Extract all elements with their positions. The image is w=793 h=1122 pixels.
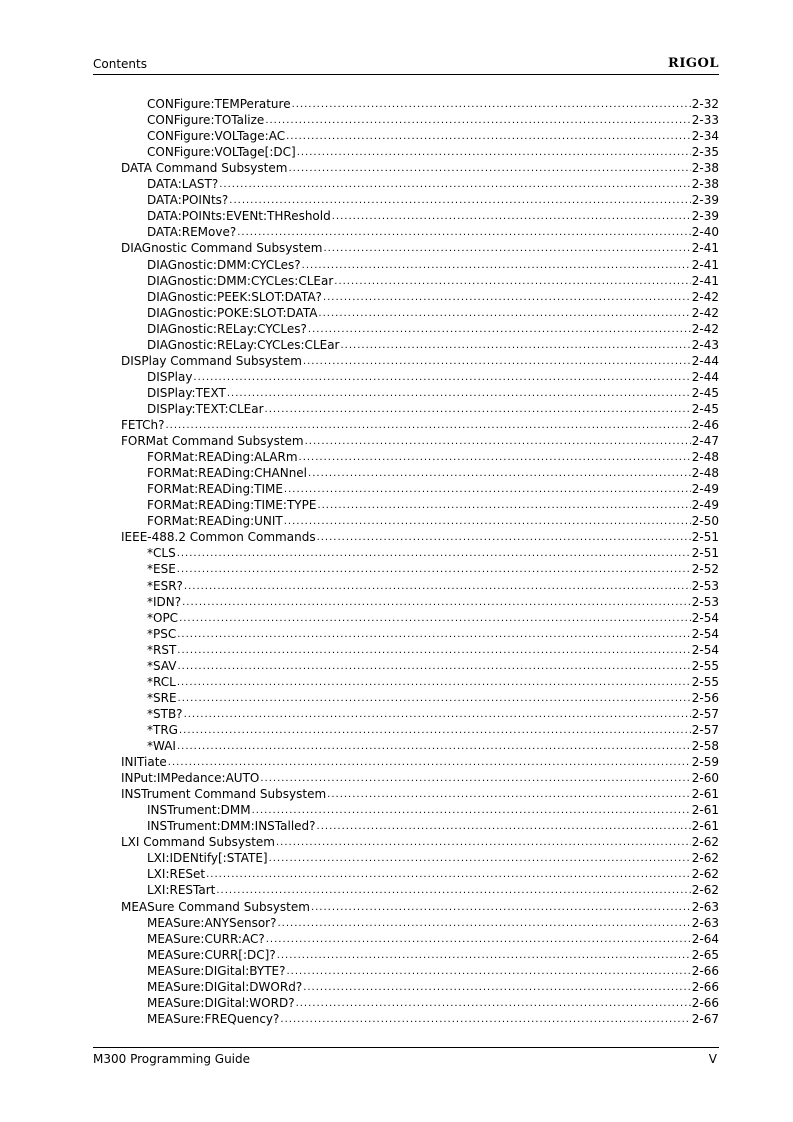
toc-entry[interactable]	[147, 817, 719, 833]
toc-leader-dots	[317, 500, 690, 512]
toc-entry[interactable]	[147, 480, 719, 496]
toc-entry-title: FORMat:READing:UNIT	[147, 514, 283, 529]
toc-entry-title: CONFigure:VOLTage:AC	[147, 129, 286, 144]
toc-entry-title: MEASure:DIGital:DWORd?	[147, 979, 303, 994]
toc-entry[interactable]	[147, 288, 719, 304]
toc-leader-dots	[318, 308, 690, 320]
toc-leader-dots	[179, 725, 691, 737]
toc-entry-page: 2-61	[691, 819, 719, 834]
toc-entry-page: 2-51	[691, 546, 719, 561]
toc-leader-dots	[276, 837, 691, 849]
toc-leader-dots	[292, 99, 691, 111]
toc-entry-title: FORMat Command Subsystem	[121, 434, 304, 449]
toc-entry-page: 2-60	[691, 771, 719, 786]
brand-logo: RIGOL	[668, 56, 719, 71]
toc-entry[interactable]	[121, 432, 719, 448]
toc-entry-title: *OPC	[147, 610, 179, 625]
toc-leader-dots	[280, 1014, 690, 1026]
toc-leader-dots	[334, 276, 691, 288]
toc-entry[interactable]	[147, 272, 719, 288]
toc-entry-page: 2-50	[691, 514, 719, 529]
toc-entry-page: 2-63	[691, 915, 719, 930]
toc-entry-page: 2-67	[691, 1011, 719, 1026]
toc-entry-title: MEASure:CURR:AC?	[147, 931, 265, 946]
toc-leader-dots	[277, 918, 690, 930]
toc-entry-page: 2-55	[691, 674, 719, 689]
toc-leader-dots	[269, 853, 691, 865]
toc-entry[interactable]	[147, 512, 719, 528]
toc-entry-title: MEASure Command Subsystem	[121, 899, 310, 914]
toc-entry-title: DATA:POINts?	[147, 193, 229, 208]
toc-entry-page: 2-48	[691, 466, 719, 481]
toc-entry-page: 2-59	[691, 755, 719, 770]
toc-entry-page: 2-66	[691, 979, 719, 994]
toc-entry[interactable]	[147, 320, 719, 336]
toc-entry-title: MEASure:ANYSensor?	[147, 915, 277, 930]
toc-entry-page: 2-55	[691, 658, 719, 673]
toc-entry-page: 2-62	[691, 851, 719, 866]
toc-entry-page: 2-49	[691, 498, 719, 513]
toc-leader-dots	[299, 452, 691, 464]
toc-entry-page: 2-56	[691, 690, 719, 705]
toc-entry-page: 2-66	[691, 963, 719, 978]
toc-entry-page: 2-57	[691, 706, 719, 721]
toc-entry[interactable]	[147, 625, 719, 641]
toc-entry-title: DATA:LAST?	[147, 177, 219, 192]
toc-entry-page: 2-38	[691, 177, 719, 192]
toc-entry-title: INITiate	[121, 755, 167, 770]
toc-entry[interactable]	[121, 528, 719, 544]
toc-entry-page: 2-54	[691, 610, 719, 625]
toc-leader-dots	[284, 484, 691, 496]
toc-entry-title: DIAGnostic:PEEK:SLOT:DATA?	[147, 289, 322, 304]
toc-entry-title: DIAGnostic:POKE:SLOT:DATA	[147, 305, 318, 320]
toc-entry-page: 2-40	[691, 225, 719, 240]
toc-entry[interactable]	[147, 143, 719, 159]
toc-entry[interactable]	[147, 207, 719, 223]
toc-leader-dots	[227, 388, 691, 400]
toc-entry[interactable]	[147, 978, 719, 994]
toc-entry[interactable]	[121, 898, 719, 914]
toc-entry[interactable]	[147, 336, 719, 352]
toc-entry-page: 2-39	[691, 193, 719, 208]
toc-leader-dots	[286, 131, 691, 143]
toc-entry-page: 2-58	[691, 739, 719, 753]
toc-entry-page: 2-47	[691, 434, 719, 449]
toc-leader-dots	[284, 516, 691, 528]
toc-leader-dots	[277, 950, 691, 962]
toc-entry-title: *IDN?	[147, 594, 182, 609]
toc-entry-page: 2-39	[691, 209, 719, 224]
toc-leader-dots	[165, 420, 690, 432]
toc-entry[interactable]	[147, 496, 719, 512]
toc-leader-dots	[216, 885, 690, 897]
toc-leader-dots	[323, 292, 691, 304]
document-title: M300 Programming Guide	[93, 1052, 251, 1066]
toc-leader-dots	[311, 902, 691, 914]
toc-leader-dots	[305, 436, 691, 448]
toc-entry-title: LXI Command Subsystem	[121, 835, 275, 850]
toc-entry-title: LXI:RESTart	[147, 883, 216, 898]
toc-leader-dots	[182, 597, 691, 609]
toc-leader-dots	[265, 404, 691, 416]
toc-entry-title: DATA Command Subsystem	[121, 161, 288, 176]
toc-entry[interactable]	[147, 593, 719, 609]
toc-entry-title: DATA:POINts:EVENt:THReshold	[147, 209, 331, 224]
toc-leader-dots	[219, 179, 691, 191]
toc-leader-dots	[178, 661, 691, 673]
toc-leader-dots	[308, 468, 691, 480]
toc-leader-dots	[184, 709, 691, 721]
toc-entry[interactable]	[147, 994, 719, 1010]
toc-entry[interactable]	[147, 368, 719, 384]
toc-leader-dots	[206, 869, 691, 881]
toc-entry-page: 2-34	[691, 129, 719, 144]
toc-entry-page: 2-52	[691, 562, 719, 577]
toc-entry-page: 2-42	[691, 305, 719, 320]
toc-entry[interactable]	[147, 673, 719, 689]
toc-entry-page: 2-51	[691, 530, 719, 545]
toc-entry-title: *SRE	[147, 690, 177, 705]
toc-leader-dots	[177, 645, 690, 657]
toc-entry-title: *RST	[147, 642, 177, 657]
toc-leader-dots	[287, 966, 691, 978]
toc-entry[interactable]	[147, 400, 719, 416]
toc-leader-dots	[308, 324, 691, 336]
toc-entry-page: 2-57	[691, 722, 719, 737]
toc-leader-dots	[229, 195, 690, 207]
toc-entry[interactable]	[121, 352, 719, 368]
toc-leader-dots	[266, 934, 691, 946]
toc-leader-dots	[260, 773, 690, 785]
toc-leader-dots	[177, 677, 691, 689]
toc-leader-dots	[184, 581, 691, 593]
toc-entry-page: 2-62	[691, 835, 719, 850]
header-rule	[93, 74, 719, 75]
toc-entry[interactable]	[121, 159, 719, 175]
toc-entry-title: DIAGnostic:DMM:CYCLes?	[147, 257, 301, 272]
toc-entry[interactable]	[147, 849, 719, 865]
toc-entry-title: MEASure:DIGital:WORD?	[147, 995, 295, 1010]
toc-entry-page: 2-33	[691, 113, 719, 128]
toc-leader-dots	[303, 982, 691, 994]
toc-entry-title: IEEE-488.2 Common Commands	[121, 530, 316, 545]
toc-entry-title: *ESR?	[147, 578, 183, 593]
toc-entry-title: INSTrument:DMM:INSTalled?	[147, 819, 316, 834]
toc-entry[interactable]	[147, 1010, 719, 1026]
toc-entry-title: CONFigure:TEMPerature	[147, 97, 291, 111]
toc-entry-title: LXI:RESet	[147, 867, 206, 882]
toc-entry-title: FORMat:READing:CHANnel	[147, 466, 308, 481]
toc-entry-page: 2-42	[691, 289, 719, 304]
toc-entry-title: *SAV	[147, 658, 177, 673]
toc-entry-page: 2-45	[691, 401, 719, 416]
toc-entry-page: 2-53	[691, 578, 719, 593]
toc-leader-dots	[168, 757, 691, 769]
toc-leader-dots	[177, 629, 691, 641]
toc-entry-page: 2-53	[691, 594, 719, 609]
toc-entry-title: FORMat:READing:TIME	[147, 482, 283, 497]
toc-entry-title: CONFigure:TOTalize	[147, 113, 265, 128]
toc-entry-title: *PSC	[147, 626, 177, 641]
toc-entry-title: LXI:IDENtify[:STATE]	[147, 851, 268, 866]
toc-leader-dots	[341, 340, 691, 352]
toc-entry[interactable]	[121, 833, 719, 849]
toc-entry[interactable]	[147, 881, 719, 897]
toc-entry-page: 2-45	[691, 385, 719, 400]
toc-entry-page: 2-64	[691, 931, 719, 946]
toc-entry[interactable]	[147, 560, 719, 576]
toc-leader-dots	[317, 532, 691, 544]
toc-entry[interactable]	[147, 962, 719, 978]
toc-leader-dots	[179, 613, 691, 625]
toc-leader-dots	[265, 115, 690, 127]
toc-leader-dots	[317, 821, 691, 833]
toc-entry-title: DIAGnostic:RELay:CYCLes:CLEar	[147, 337, 340, 352]
toc-entry-title: FETCh?	[121, 418, 165, 432]
toc-entry-page: 2-62	[691, 867, 719, 882]
toc-entry[interactable]	[147, 865, 719, 881]
toc-entry-title: *CLS	[147, 546, 176, 561]
toc-entry[interactable]	[147, 256, 719, 272]
toc-leader-dots	[252, 805, 691, 817]
toc-leader-dots	[296, 998, 691, 1010]
toc-entry[interactable]	[147, 191, 719, 207]
toc-leader-dots	[303, 356, 691, 368]
toc-entry[interactable]	[147, 304, 719, 320]
toc-entry-title: MEASure:CURR[:DC]?	[147, 947, 276, 962]
toc-entry-title: DISPlay	[147, 369, 193, 384]
toc-entry-page: 2-61	[691, 787, 719, 802]
toc-entry-title: FORMat:READing:TIME:TYPE	[147, 498, 317, 513]
toc-leader-dots	[178, 693, 691, 705]
toc-entry-title: DIAGnostic:DMM:CYCLes:CLEar	[147, 273, 334, 288]
toc-entry[interactable]	[147, 111, 719, 127]
toc-entry-title: MEASure:FREQuency?	[147, 1011, 280, 1026]
footer-rule	[93, 1047, 719, 1048]
toc-entry[interactable]	[147, 175, 719, 191]
toc-leader-dots	[302, 260, 691, 272]
toc-entry[interactable]	[147, 737, 719, 753]
toc-entry-page: 2-62	[691, 883, 719, 898]
toc-entry[interactable]	[147, 577, 719, 593]
toc-entry[interactable]	[121, 769, 719, 785]
toc-entry[interactable]	[147, 127, 719, 143]
toc-entry[interactable]	[121, 753, 719, 769]
toc-entry[interactable]	[147, 689, 719, 705]
toc-entry-page: 2-61	[691, 803, 719, 818]
toc-leader-dots	[177, 564, 691, 576]
toc-leader-dots	[327, 789, 691, 801]
toc-entry-page: 2-41	[691, 241, 719, 256]
toc-entry-page: 2-49	[691, 482, 719, 497]
toc-entry[interactable]	[147, 448, 719, 464]
toc-entry-page: 2-41	[691, 257, 719, 272]
toc-entry-page: 2-42	[691, 321, 719, 336]
toc-entry-title: DISPlay:TEXT:CLEar	[147, 401, 264, 416]
running-header-section: Contents	[93, 57, 147, 71]
toc-entry-title: CONFigure:VOLTage[:DC]	[147, 145, 296, 160]
toc-entry-title: *STB?	[147, 706, 183, 721]
toc-entry-title: *RCL	[147, 674, 176, 689]
toc-entry[interactable]	[147, 641, 719, 657]
toc-entry[interactable]	[147, 801, 719, 817]
toc-entry-title: DIAGnostic Command Subsystem	[121, 241, 323, 256]
toc-entry-page: 2-43	[691, 337, 719, 352]
page-number: V	[708, 1052, 717, 1066]
toc-entry-title: INSTrument Command Subsystem	[121, 787, 327, 802]
toc-entry[interactable]	[147, 95, 719, 111]
toc-entry[interactable]	[121, 785, 719, 801]
toc-entry-title: *ESE	[147, 562, 176, 577]
toc-leader-dots	[288, 163, 690, 175]
toc-entry-page: 2-38	[691, 161, 719, 176]
toc-leader-dots	[332, 211, 691, 223]
toc-entry-page: 2-44	[691, 369, 719, 384]
toc-entry-page: 2-44	[691, 353, 719, 368]
toc-entry[interactable]	[147, 946, 719, 962]
toc-entry-title: INPut:IMPedance:AUTO	[121, 771, 260, 786]
toc-entry-page: 2-63	[691, 899, 719, 914]
toc-entry-page: 2-54	[691, 626, 719, 641]
toc-entry[interactable]	[147, 609, 719, 625]
toc-entry[interactable]	[147, 705, 719, 721]
toc-leader-dots	[297, 147, 691, 159]
toc-leader-dots	[193, 372, 690, 384]
toc-entry-title: *TRG	[147, 722, 178, 737]
toc-entry-title: DIAGnostic:RELay:CYCLes?	[147, 321, 307, 336]
toc-entry-page: 2-46	[691, 418, 719, 432]
toc-entry-title: *WAI	[147, 739, 176, 753]
toc-entry-page: 2-65	[691, 947, 719, 962]
toc-entry-title: DISPlay:TEXT	[147, 385, 226, 400]
toc-entry[interactable]	[147, 464, 719, 480]
toc-leader-dots	[177, 741, 691, 753]
toc-leader-dots	[237, 227, 691, 239]
toc-entry-page: 2-66	[691, 995, 719, 1010]
toc-entry[interactable]	[147, 930, 719, 946]
toc-entry[interactable]	[147, 914, 719, 930]
toc-entry-page: 2-35	[691, 145, 719, 160]
toc-entry[interactable]	[121, 416, 719, 432]
toc-leader-dots	[323, 243, 690, 255]
toc-entry-page: 2-54	[691, 642, 719, 657]
toc-entry[interactable]	[147, 721, 719, 737]
toc-entry-title: FORMat:READing:ALARm	[147, 450, 298, 465]
toc-entry[interactable]	[147, 223, 719, 239]
toc-entry[interactable]	[147, 657, 719, 673]
toc-entry-title: MEASure:DIGital:BYTE?	[147, 963, 286, 978]
toc-entry-title: INSTrument:DMM	[147, 803, 251, 818]
toc-entry-title: DISPlay Command Subsystem	[121, 353, 302, 368]
toc-entry-page: 2-32	[691, 97, 719, 111]
toc-entry[interactable]	[147, 544, 719, 560]
toc-leader-dots	[177, 548, 691, 560]
toc-entry-title: DATA:REMove?	[147, 225, 237, 240]
toc-entry[interactable]	[147, 384, 719, 400]
toc-entry-page: 2-41	[691, 273, 719, 288]
toc-entry[interactable]	[121, 239, 719, 255]
toc-entry-page: 2-48	[691, 450, 719, 465]
